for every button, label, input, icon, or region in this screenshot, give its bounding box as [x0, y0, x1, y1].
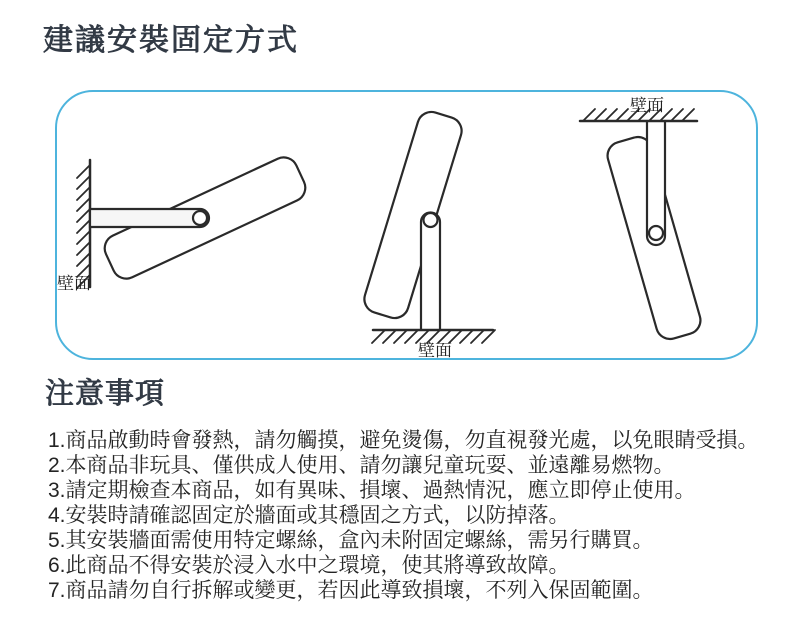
note-item-2: 2.本商品非玩具、僅供成人使用、請勿讓兒童玩耍、並遠離易燃物。	[48, 454, 675, 477]
notes-list	[48, 428, 793, 603]
note-item-5: 5.其安裝牆面需使用特定螺絲，盒內未附固定螺絲，需另行購買。	[48, 529, 654, 552]
page-title: 建議安裝固定方式	[43, 24, 299, 57]
pivot-screw	[424, 213, 438, 227]
note-item-6: 6.此商品不得安裝於浸入水中之環境，使其將導致故障。	[48, 554, 570, 577]
pivot-screw	[649, 226, 663, 240]
installation-diagram-box	[55, 90, 758, 360]
diagram-stand-mount	[361, 108, 495, 358]
notes-heading: 注意事項	[45, 378, 166, 410]
stand-post	[421, 213, 440, 331]
diagram-wall-mount	[57, 153, 310, 293]
note-item-4: 4.安裝時請確認固定於牆面或其穩固之方式，以防掉落。	[48, 504, 570, 527]
pivot-screw	[193, 211, 207, 225]
note-item-3: 3.請定期檢查本商品，如有異味、損壞、過熱情況，應立即停止使用。	[48, 479, 696, 502]
installation-diagrams	[57, 92, 756, 358]
wall-label-top: 壁面	[630, 96, 664, 115]
wall-label-left: 壁面	[57, 274, 91, 293]
note-item-1: 1.商品啟動時會發熱，請勿觸摸，避免燙傷，勿直視發光處，以免眼睛受損。	[48, 429, 759, 452]
note-item-7: 7.商品請勿自行拆解或變更，若因此導致損壞，不列入保固範圍。	[48, 579, 654, 602]
floodlight-body	[361, 108, 465, 321]
wall-hatch	[77, 165, 90, 288]
diagram-ceiling-mount	[580, 96, 704, 342]
wall-label-bottom: 壁面	[418, 341, 452, 358]
mount-arm	[90, 209, 209, 227]
